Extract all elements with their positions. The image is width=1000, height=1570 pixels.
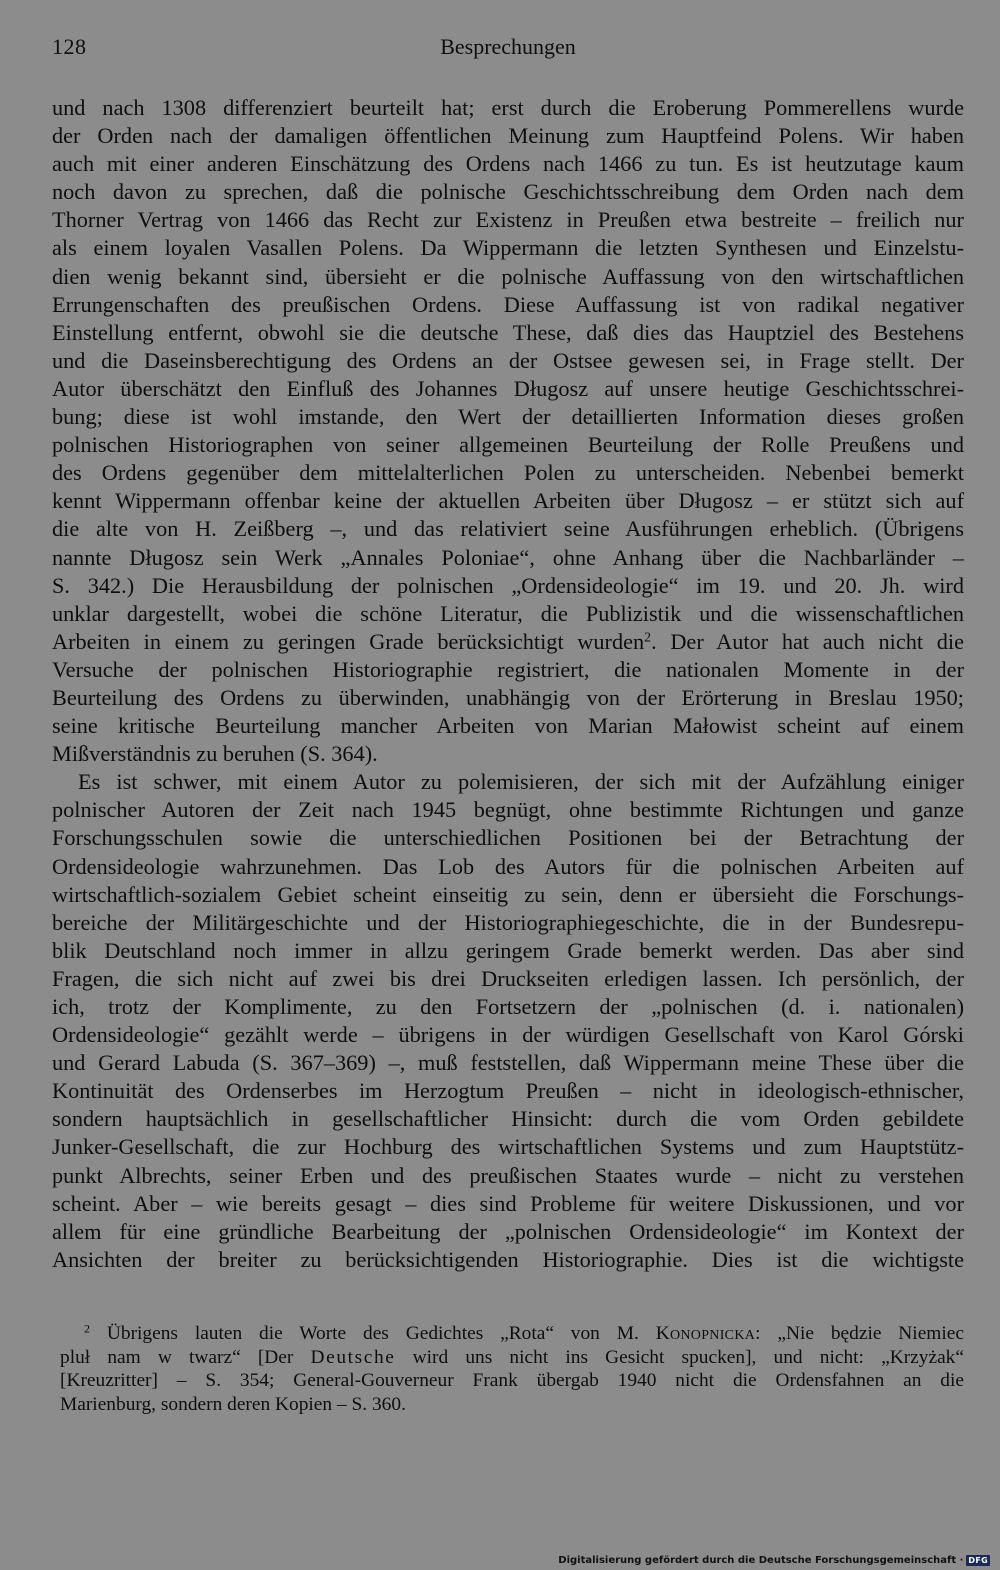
text-segment: . Der Autor hat auch nicht die xyxy=(651,628,964,654)
paragraph-start-line: Es ist schwer, mit einem Autor zu polemisieren, der sich mit der Aufzählung einiger xyxy=(78,769,964,795)
text-line: S. 342.) Die Herausbildung der polnischen „Ordensideologie“ im 19. und 20. Jh. wird xyxy=(52,572,964,598)
text-line: polnischer Autoren der Zeit nach 1945 begnügt, ohne bestimmte Richtungen und ganze xyxy=(52,797,964,823)
credit-text: Digitalisierung gefördert durch die Deutsche Forschungsgemeinschaft · xyxy=(558,1555,964,1566)
text-line: Mißverständnis zu beruhen (S. 364). xyxy=(52,741,378,767)
text-line: Ordensideologie“ gezählt werde – übrigens in der würdigen Gesellschaft von Karol Górski xyxy=(52,1022,964,1048)
text-line: Errungenschaften des preußischen Ordens. Diese Auffassung ist von radikal negativer xyxy=(52,291,964,317)
text-line: der Orden nach der damaligen öffentlichen Meinung zum Hauptfeind Polens. Wir haben xyxy=(52,123,964,149)
text-line: Autor überschätzt den Einfluß des Johannes Długosz auf unsere heutige Geschichtsschrei- xyxy=(52,375,964,401)
text-line: nannte Długosz sein Werk „Annales Poloniae“, ohne Anhang über die Nachbarländer – xyxy=(52,544,964,570)
text-line: dien wenig bekannt sind, übersieht er die polnische Auffassung von den wirtschaftlichen xyxy=(52,263,964,289)
text-line: auch mit einer anderen Einschätzung des Ordens nach 1466 zu tun. Es ist heutzutage kaum xyxy=(52,151,964,177)
text-line: Ansichten der breiter zu berücksichtigenden Historiographie. Dies ist die wichtigste xyxy=(52,1246,964,1272)
footnote-author-name: Konopnicka xyxy=(655,1323,756,1344)
footnote-marker: 2 xyxy=(84,1321,91,1336)
footnote xyxy=(60,1322,964,1416)
page-header xyxy=(52,34,964,64)
text-line: polnischen Historiographen von seiner allgemeinen Beurteilung der Rolle Preußens und xyxy=(52,432,964,458)
footnote-line xyxy=(60,1346,964,1370)
text-line: die alte von H. Zeißberg –, und das relativiert seine Ausführungen erheblich. (Übrigens xyxy=(52,516,964,542)
text-line: Beurteilung des Ordens zu überwinden, unabhängig von der Erörterung in Breslau 1950; xyxy=(52,684,964,710)
text-line: allem für eine gründliche Bearbeitung der „polnischen Ordensideologie“ im Kontext der xyxy=(52,1218,964,1244)
text-line: scheint. Aber – wie bereits gesagt – dies sind Probleme für weitere Diskussionen, und vor xyxy=(52,1190,964,1216)
text-line: Thorner Vertrag von 1466 das Recht zur Existenz in Preußen etwa bestreite – freilich nur xyxy=(52,207,964,233)
footnote-line: [Kreuzritter] – S. 354; General-Gouverneur Frank übergab 1940 nicht die Ordensfahnen an die xyxy=(60,1370,964,1391)
body-text xyxy=(52,94,964,1274)
text-line: als einem loyalen Vasallen Polens. Da Wippermann die letzten Synthesen und Einzelstu- xyxy=(52,235,964,261)
running-head: Besprechungen xyxy=(440,34,576,59)
dfg-logo: DFG xyxy=(968,1556,988,1565)
page-number: 128 xyxy=(52,34,87,59)
text-line: seine kritische Beurteilung mancher Arbeiten von Marian Małowist scheint auf einem xyxy=(52,713,964,739)
text-line: und Gerard Labuda (S. 367–369) –, muß feststellen, daß Wippermann meine These über die xyxy=(52,1050,964,1076)
text-segment: wird uns nicht ins Gesicht spucken], und nicht: „Krzyżak“ xyxy=(412,1346,964,1368)
text-line: wirtschaftlich-sozialem Gebiet scheint einseitig zu sein, denn er übersieht die Forschungs- xyxy=(52,881,964,907)
footnote-reference[interactable]: 2 xyxy=(644,629,652,645)
spaced-emphasis: Deutsche xyxy=(310,1346,396,1368)
footnote-line xyxy=(60,1322,964,1346)
text-line: und die Daseinsberechtigung des Ordens an der Ostsee gewesen sei, in Frage stellt. Der xyxy=(52,347,964,373)
text-line: Junker-Gesellschaft, die zur Hochburg des wirtschaftlichen Systems und zum Hauptstütz- xyxy=(52,1134,964,1160)
text-line: noch davon zu sprechen, daß die polnische Geschichtsschreibung dem Orden nach dem xyxy=(52,179,964,205)
text-line: sondern hauptsächlich in gesellschaftlicher Hinsicht: durch die vom Orden gebildete xyxy=(52,1106,964,1132)
digitization-credit xyxy=(558,1555,990,1566)
text-line: unklar dargestellt, wobei die schöne Literatur, die Publizistik und die wissenschaftlichen xyxy=(52,600,964,626)
text-segment: pluł nam w twarz“ [Der xyxy=(60,1346,294,1368)
text-line-with-footnote-ref xyxy=(52,628,964,656)
text-line: Forschungsschulen sowie die unterschiedlichen Positionen bei der Betrachtung der xyxy=(52,825,964,851)
text-line: punkt Albrechts, seiner Erben und des preußischen Staates wurde – nicht zu verstehen xyxy=(52,1162,964,1188)
text-line: Kontinuität des Ordenserbes im Herzogtum Preußen – nicht in ideologisch-ethnischer, xyxy=(52,1078,964,1104)
footnote-line: Marienburg, sondern deren Kopien – S. 360. xyxy=(60,1393,406,1415)
text-line: blik Deutschland noch immer in allzu geringem Grade bemerkt werden. Das aber sind xyxy=(52,937,964,963)
text-line: Versuche der polnischen Historiographie registriert, die nationalen Momente in der xyxy=(52,656,964,682)
text-line: bereiche der Militärgeschichte und der Historiographiegeschichte, die in der Bundesrepu- xyxy=(52,909,964,935)
text-line: Ordensideologie wahrzunehmen. Das Lob des Autors für die polnischen Arbeiten auf xyxy=(52,853,964,879)
text-line: Fragen, die sich nicht auf zwei bis drei Druckseiten erledigen lassen. Ich persönlich, der xyxy=(52,965,964,991)
text-segment: Arbeiten in einem zu geringen Grade berücksichtigt wurden xyxy=(52,628,645,654)
text-line: des Ordens gegenüber dem mittelalterlichen Polen zu unterscheiden. Nebenbei bemerkt xyxy=(52,460,964,486)
text-line: Einstellung entfernt, obwohl sie die deutsche These, daß dies das Hauptziel des Bestehens xyxy=(52,319,964,345)
text-segment: Übrigens lauten die Worte des Gedichtes „Rota“ von M. xyxy=(90,1323,639,1344)
text-line: bung; diese ist wohl imstande, den Wert der detaillierten Information dieses großen xyxy=(52,404,964,430)
text-line: ich, trotz der Komplimente, zu den Fortsetzern der „polnischen (d. i. nationalen) xyxy=(52,994,964,1019)
text-line: kennt Wippermann offenbar keine der aktuellen Arbeiten über Długosz – er stützt sich auf xyxy=(52,488,964,514)
text-line: und nach 1308 differenziert beurteilt hat; erst durch die Eroberung Pommerellens wurde xyxy=(52,95,964,120)
text-segment: : „Nie będzie Niemiec xyxy=(755,1323,964,1344)
